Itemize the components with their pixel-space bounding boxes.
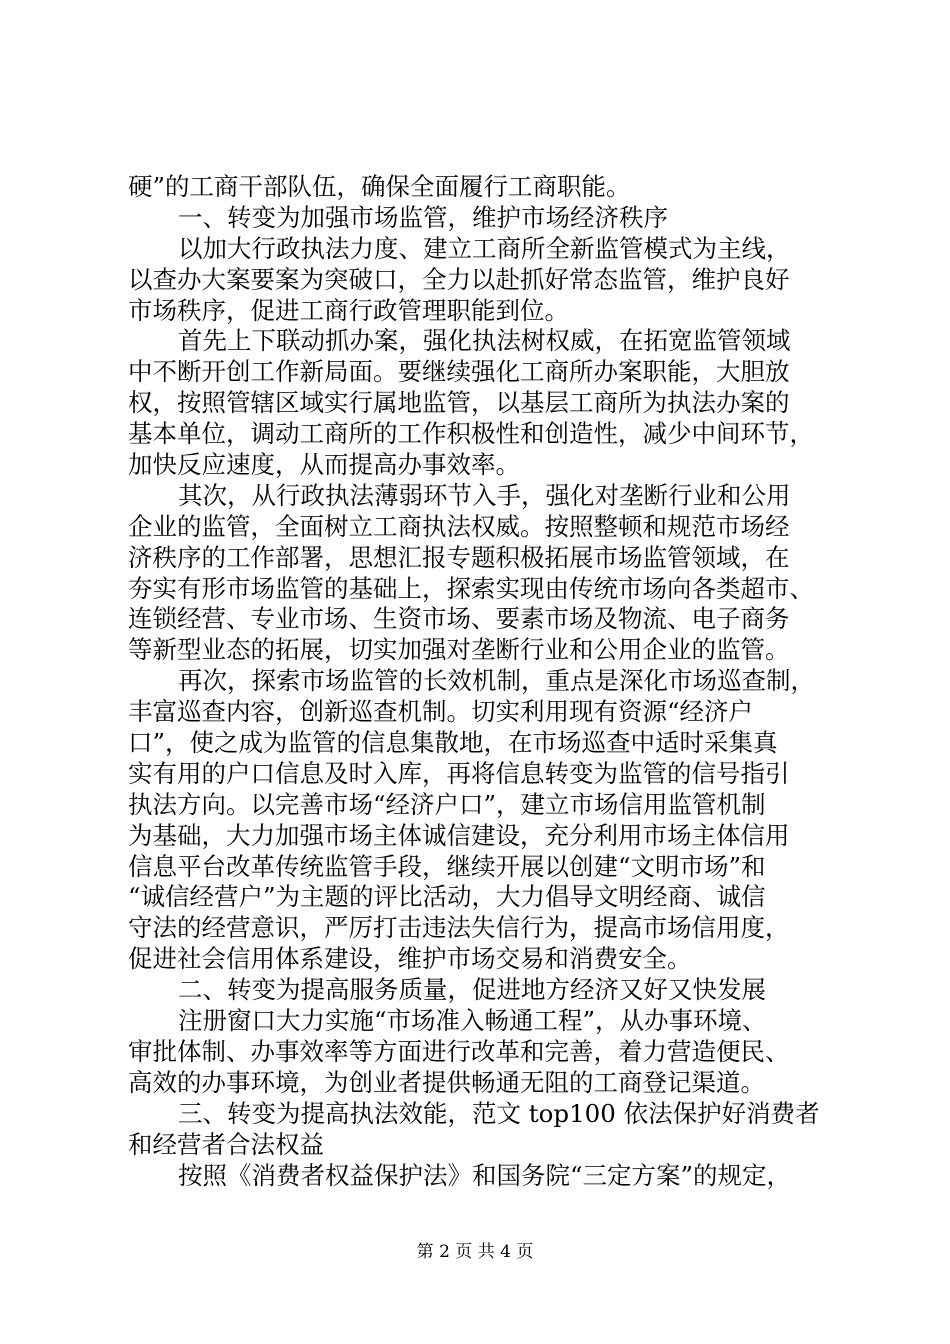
text-line: 促进社会信用体系建设，维护市场交易和消费安全。: [128, 944, 692, 974]
text-line: 济秩序的工作部署，思想汇报专题积极拓展市场监管领域，在: [128, 542, 790, 572]
text-line: 企业的监管，全面树立工商执法权威。按照整顿和规范市场经: [128, 511, 790, 541]
text-line: “诚信经营户”为主题的评比活动，大力倡导文明经商、诚信: [128, 882, 766, 912]
text-line: 口”，使之成为监管的信息集散地，在市场巡查中适时采集真: [128, 728, 778, 758]
text-line: 丰富巡查内容，创新巡查机制。切实利用现有资源“经济户: [128, 697, 754, 727]
text-line: 再次，探索市场监管的长效机制，重点是深化市场巡查制，: [178, 666, 815, 696]
text-line: 硬”的工商干部队伍，确保全面履行工商职能。: [128, 172, 631, 201]
text-line: 连锁经营、专业市场、生资市场、要素市场及物流、电子商务: [128, 604, 790, 634]
text-line: 基本单位，调动工商所的工作积极性和创造性，减少中间环节，: [128, 419, 814, 449]
text-line: 一、转变为加强市场监管，维护市场经济秩序: [178, 202, 668, 232]
text-line: 审批体制、办事效率等方面进行改革和完善，着力营造便民、: [128, 1036, 790, 1066]
text-line: 和经营者合法权益: [128, 1129, 324, 1159]
text-line: 高效的办事环境，为创业者提供畅通无阻的工商登记渠道。: [128, 1067, 765, 1097]
text-line: 夯实有形市场监管的基础上，探索实现由传统市场向各类超市、: [128, 573, 814, 603]
text-line: 首先上下联动抓办案，强化执法树权威，在拓宽监管领域: [178, 326, 791, 356]
text-line: 等新型业态的拓展，切实加强对垄断行业和公用企业的监管。: [128, 635, 790, 665]
text-line: 二、转变为提高服务质量，促进地方经济又好又快发展: [178, 975, 766, 1005]
text-line: 注册窗口大力实施“市场准入畅通工程”，从办事环境、: [178, 1006, 767, 1036]
text-line: 以加大行政执法力度、建立工商所全新监管模式为主线，: [178, 233, 791, 263]
text-line: 为基础，大力加强市场主体诚信建设，充分利用市场主体信用: [128, 820, 790, 850]
text-line: 市场秩序，促进工商行政管理职能到位。: [128, 295, 569, 325]
text-line: 加快反应速度，从而提高办事效率。: [128, 450, 520, 480]
text-line: 以查办大案要案为突破口，全力以赴抓好常态监管，维护良好: [128, 264, 790, 294]
text-line: 执法方向。以完善市场“经济户口”，建立市场信用监管机制: [128, 789, 766, 819]
document-body: [128, 172, 838, 1191]
text-line: 中不断开创工作新局面。要继续强化工商所办案职能，大胆放: [128, 357, 790, 387]
text-line: 三、转变为提高执法效能，范文 top100 依法保护好消费者: [178, 1098, 820, 1128]
text-line: 实有用的户口信息及时入库，再将信息转变为监管的信号指引: [128, 758, 790, 788]
page-number-footer: 第 2 页 共 4 页: [416, 1242, 534, 1262]
text-line: 信息平台改革传统监管手段，继续开展以创建“文明市场”和: [128, 851, 766, 881]
text-line: 权，按照管辖区域实行属地监管，以基层工商所为执法办案的: [128, 388, 790, 418]
text-line: 按照《消费者权益保护法》和国务院“三定方案”的规定，: [178, 1160, 792, 1190]
text-line: 其次，从行政执法薄弱环节入手，强化对垄断行业和公用: [178, 480, 791, 510]
text-line: 守法的经营意识，严厉打击违法失信行为，提高市场信用度，: [128, 913, 790, 943]
